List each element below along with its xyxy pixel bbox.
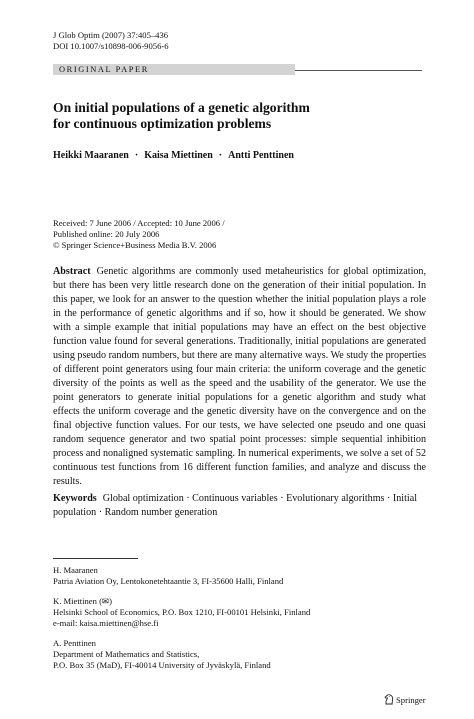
publisher-name: Springer xyxy=(396,695,426,705)
affiliation-maaranen xyxy=(53,565,433,587)
copyright: © Springer Science+Business Media B.V. 2006 xyxy=(53,240,217,250)
affiliation-address: Patria Aviation Oy, Lentokonetehtaantie 3, FI-35600 Halli, Finland xyxy=(53,576,284,586)
publisher-mark xyxy=(384,694,426,705)
affiliation-penttinen xyxy=(53,638,433,671)
keywords-text: Global optimization · Continuous variables · Evolutionary algorithms · Initial population · Random number generation xyxy=(53,493,418,518)
banner-rule xyxy=(295,70,422,71)
title-line-1: On initial populations of a genetic algorithm xyxy=(53,100,310,115)
title-line-2: for continuous optimization problems xyxy=(53,116,272,131)
affiliation-name: A. Penttinen xyxy=(53,638,96,648)
publication-dates xyxy=(53,218,225,251)
footnote-rule xyxy=(53,558,138,559)
affiliation-department: Department of Mathematics and Statistics, xyxy=(53,649,200,659)
keywords xyxy=(53,492,426,520)
author-separator: · xyxy=(134,150,139,161)
keywords-heading: Keywords xyxy=(53,493,97,504)
abstract-heading: Abstract xyxy=(53,266,91,277)
received-accepted: Received: 7 June 2006 / Accepted: 10 June 2006 / xyxy=(53,218,225,228)
abstract xyxy=(53,265,426,489)
affiliation-email: e-mail: kaisa.miettinen@hse.fi xyxy=(53,618,159,628)
journal-header xyxy=(53,30,169,52)
affiliation-address: Helsinki School of Economics, P.O. Box 1210, FI-00101 Helsinki, Finland xyxy=(53,607,311,617)
affiliation-address: P.O. Box 35 (MaD), FI-40014 University of Jyväskylä, Finland xyxy=(53,660,271,670)
author-1: Heikki Maaranen xyxy=(53,150,129,161)
author-3: Antti Penttinen xyxy=(228,150,294,161)
author-2: Kaisa Miettinen xyxy=(144,150,213,161)
affiliation-name: K. Miettinen (✉) xyxy=(53,596,112,606)
article-type-banner: ORIGINAL PAPER xyxy=(53,64,295,75)
author-list xyxy=(53,150,294,161)
published-online: Published online: 20 July 2006 xyxy=(53,229,160,239)
article-title xyxy=(53,100,423,132)
journal-doi: DOI 10.1007/s10898-006-9056-6 xyxy=(53,41,169,51)
journal-citation: J Glob Optim (2007) 37:405–436 xyxy=(53,30,169,40)
affiliation-miettinen xyxy=(53,596,433,629)
springer-knight-icon xyxy=(384,694,394,705)
abstract-text: Genetic algorithms are commonly used metaheuristics for global optimization, but there has been very little research done on the generation of their initial population. In this paper, we look for an answer to the question whether the initial population plays a role in the performance of genetic algorithms and if so, how it should be generated. We show with a simple example that initial populations may have an effect on the best objective function value found for several generations. Traditionally, initial populations are generated using pseudo random numbers, but there are many alternative ways. We study the properties of different point generators using four main criteria: the uniform coverage and the genetic diversity of the points as well as the speed and the usability of the generator. We use the point generators to generate initial populations for a genetic algorithm and study what effects the uniform coverage and the genetic diversity have on the convergence and on the final objective function values. For our tests, we have selected one pseudo and one quasi random sequence generator and two spatial point processes: simple sequential inhibition process and nonaligned systematic sampling. In numerical experiments, we solve a set of 52 continuous test functions from 16 different function families, and analyze and discuss the results. xyxy=(53,266,426,487)
affiliation-name: H. Maaranen xyxy=(53,565,98,575)
author-separator: · xyxy=(218,150,223,161)
